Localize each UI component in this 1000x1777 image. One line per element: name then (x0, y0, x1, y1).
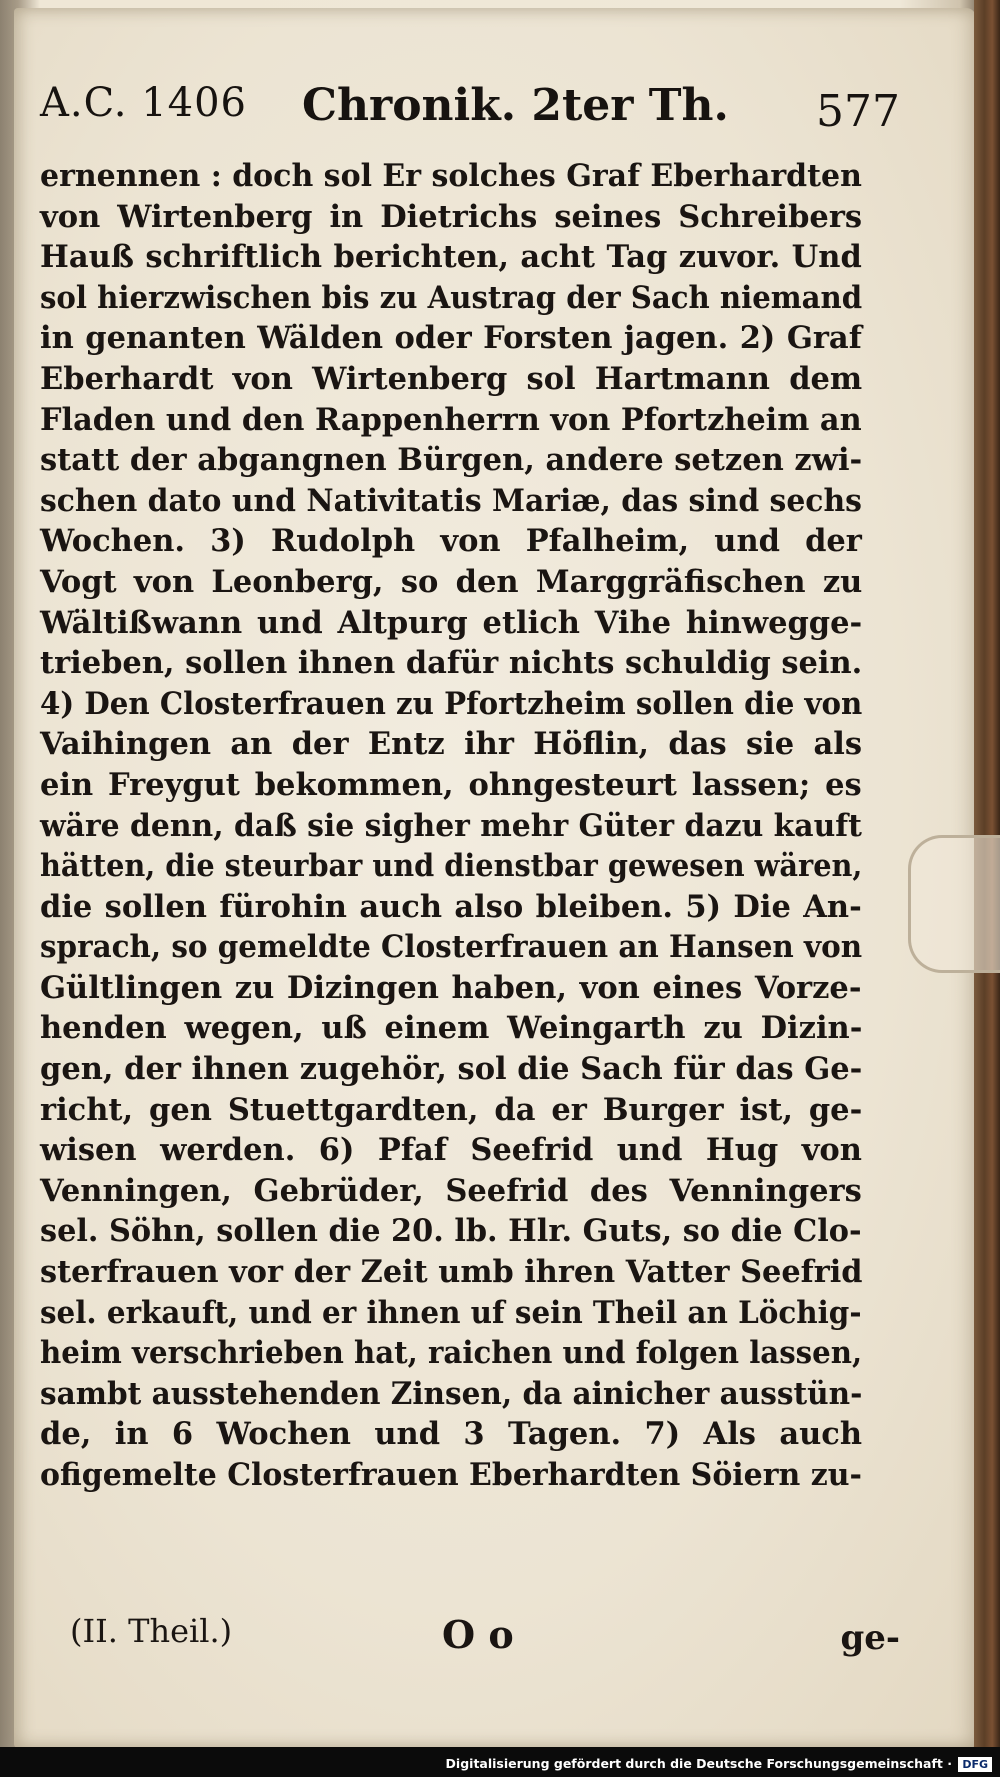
text-line: de, in 6 Wochen und 3 Tagen. 7) Als auch (40, 1416, 863, 1453)
text-line: ein Freygut bekommen, ohngesteurt lassen; es (40, 766, 862, 803)
volume-signature: (II. Theil.) (70, 1612, 233, 1650)
text-line: Wochen. 3) Rudolph von Pfalheim, und der (40, 523, 862, 560)
text-line: die sollen fürohin auch also bleiben. 5) Die An- (40, 888, 862, 925)
page-clip-tab (908, 835, 1000, 973)
text-line: sel. Söhn, sollen die 20. lb. Hlr. Guts, so die Clo- (40, 1213, 862, 1250)
text-line: schen dato und Nativitatis Mariæ, das sind sechs (40, 482, 862, 519)
page-header (40, 70, 900, 150)
text-line: trieben, sollen ihnen dafür nichts schuldig sein. (40, 645, 863, 682)
text-line: wisen werden. 6) Pfaf Seefrid und Hug von (40, 1132, 862, 1169)
text-line: sprach, so gemeldte Closterfrauen an Hansen von (40, 929, 863, 966)
text-line: sterfrauen vor der Zeit umb ihren Vatter Seefrid (40, 1254, 863, 1291)
sheet-signature: O o (442, 1612, 514, 1657)
funding-credit: Digitalisierung gefördert durch die Deutsche Forschungsgemeinschaft · (445, 1756, 952, 1771)
text-line: henden wegen, uß einem Weingarth zu Dizin- (40, 1010, 863, 1047)
running-title: Chronik. 2ter Th. (302, 80, 729, 131)
text-line: Vaihingen an der Entz ihr Höflin, das sie als (40, 726, 863, 763)
header-year: A.C. 1406 (40, 80, 248, 126)
text-line: 4) Den Closterfrauen zu Pfortzheim sollen die von (40, 685, 863, 722)
text-line: heim verschrieben hat, raichen und folgen lassen, (40, 1335, 863, 1372)
catchword: ge- (840, 1618, 900, 1658)
text-line: von Wirtenberg in Dietrichs seines Schreibers (40, 198, 863, 235)
dfg-logo: DFG (958, 1757, 992, 1772)
text-line: statt der abgangnen Bürgen, andere setzen zwi- (40, 442, 863, 479)
text-line: Hauß schriftlich berichten, acht Tag zuvor. Und (40, 239, 862, 276)
text-line: in genanten Wälden oder Forsten jagen. 2) Graf (40, 320, 862, 357)
text-line: richt, gen Stuettgardten, da er Burger ist, ge- (40, 1091, 863, 1128)
body-text (40, 156, 862, 1496)
text-line: Eberhardt von Wirtenberg sol Hartmann dem (40, 360, 863, 397)
text-line: sel. erkauft, und er ihnen uf sein Theil an Löchig- (40, 1294, 862, 1331)
text-line: ernennen : doch sol Er solches Graf Eberhardten (40, 158, 862, 194)
text-line: Gültlingen zu Dizingen haben, von eines Vorze- (40, 969, 862, 1006)
text-line: Fladen und den Rappenherrn von Pfortzheim an (40, 401, 862, 438)
text-line: Wältißwann und Altpurg etlich Vihe hinwegge- (40, 604, 863, 641)
text-line: wäre denn, daß sie sigher mehr Güter dazu kauft (40, 807, 862, 844)
text-line: sol hierzwischen bis zu Austrag der Sach niemand (40, 279, 863, 316)
text-line: Venningen, Gebrüder, Seefrid des Venningers (40, 1172, 862, 1209)
text-line: hätten, die steurbar und dienstbar gewesen wären, (40, 848, 863, 885)
text-line: gen, der ihnen zugehör, sol die Sach für das Ge- (40, 1051, 863, 1088)
text-line: ofigemelte Closterfrauen Eberhardten Söiern zu- (40, 1457, 862, 1493)
page-number: 577 (816, 86, 900, 137)
text-line: sambt ausstehenden Zinsen, da ainicher ausstün- (40, 1375, 863, 1412)
text-line: Vogt von Leonberg, so den Marggräfischen zu (40, 563, 863, 600)
page-footer (70, 1612, 900, 1672)
